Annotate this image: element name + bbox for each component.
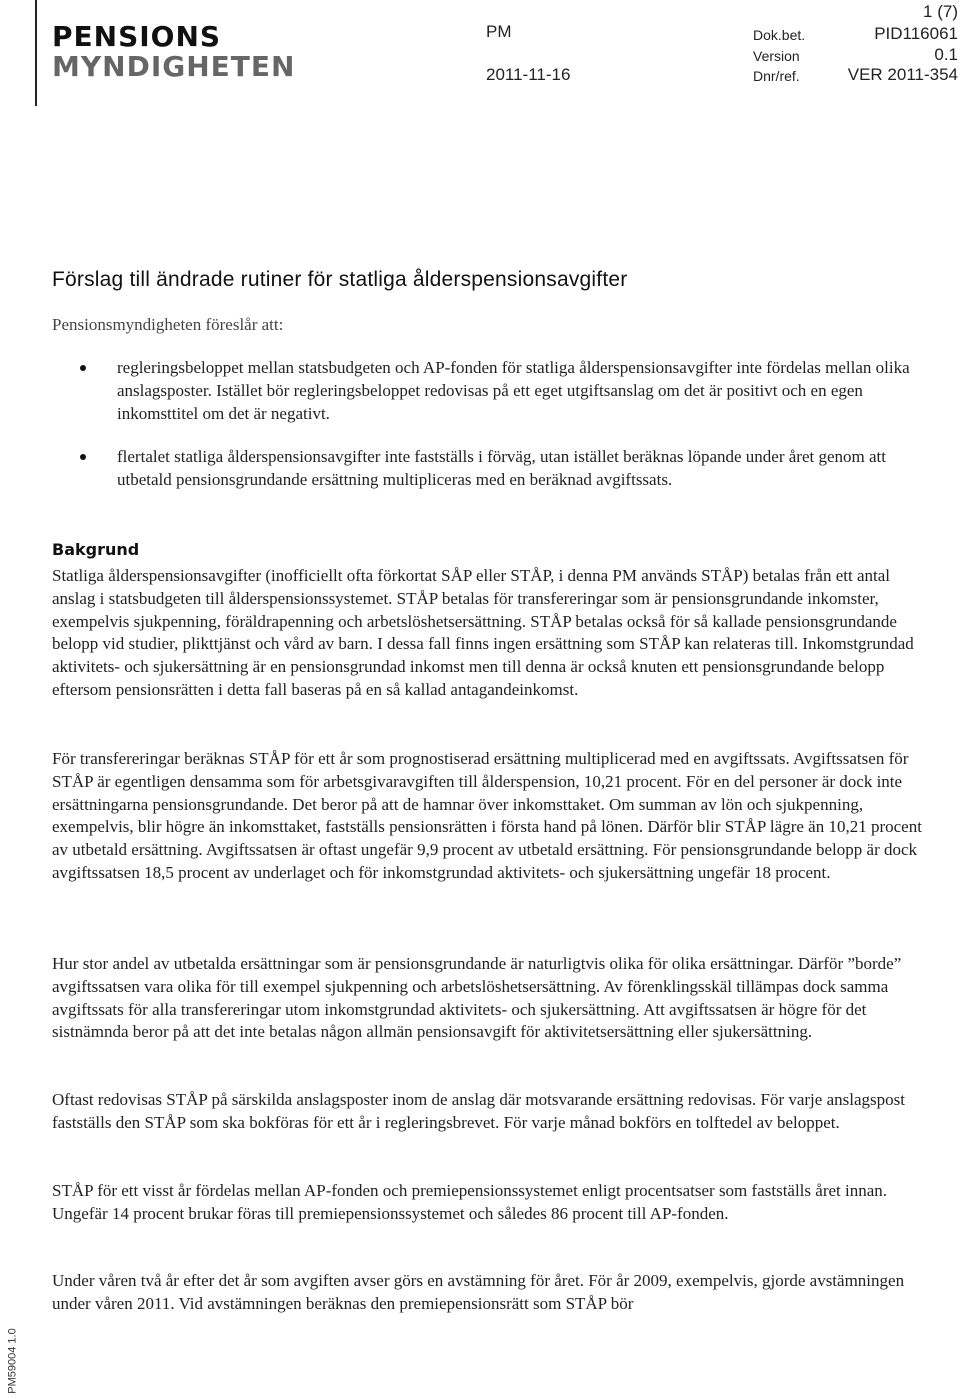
paragraph: För transfereringar beräknas STÅP för ett år som prognostiserad ersättning multiplicerad med en avgiftssats. Avgiftssatsen för STÅP är egentligen densamma som för arbetsgivaravgiften till ålderspension, 10,21 procent. För en del personer är dock inte ersättningarna pensionsgrundande. Det beror på att de hamnar över inkomsttaket. Om summan av lön och sjukpenning, exempelvis, blir högre än inkomsttaket, fastställs pensionsrätten i första hand på lönen. Därför blir STÅP lägre än 10,21 procent av utbetald ersättning. Avgiftssatsen är oftast ungefär 9,9 procent av utbetald ersättning. För pensionsgrundande belopp är dock avgiftssatsen 18,5 procent av underlaget och för inkomstgrundad aktivitets- och sjukersättning ungefär 18 procent. — [52, 749, 922, 882]
dnr-label: Dnr/ref. — [753, 68, 800, 84]
intro-text: Pensionsmyndigheten föreslår att: — [52, 315, 284, 334]
list-item — [80, 356, 930, 425]
version-value: 0.1 — [934, 45, 958, 64]
bullet-icon — [80, 454, 86, 460]
dokbet-label: Dok.bet. — [753, 27, 806, 43]
page-indicator: 1 (7) — [923, 2, 958, 21]
doc-code: PM — [486, 22, 512, 41]
paragraph: STÅP för ett visst år fördelas mellan AP-fonden och premiepensionssystemet enligt procentsatser som fastställs året innan. Ungefär 14 procent brukar föras till premiepensionssystemet och således 86 procent till AP-fonden. — [52, 1181, 888, 1223]
document-title: Förslag till ändrade rutiner för statliga ålderspensionsavgifter — [52, 268, 628, 291]
bullet-icon — [80, 365, 86, 371]
section-heading: Bakgrund — [52, 540, 140, 559]
paragraph: Hur stor andel av utbetalda ersättningar som är pensionsgrundande är naturligtvis olika för olika ersättningar. Därför ”borde” avgiftssatsen vara olika för till exempel sjukpenning och arbetslöshetsersättning. Av förenklingsskäl tillämpas dock samma avgiftssats för alla transfereringar utom inkomstgrundad aktivitets- och sjukersättning. Att avgiftssatsen är högre för det sistnämnda beror på att det inte betalas någon allmän pensionsavgift för aktivitetsersättning eller sjukersättning. — [52, 954, 902, 1042]
doc-date: 2011-11-16 — [486, 65, 571, 84]
list-item-text: flertalet statliga ålderspensionsavgifter inte fastställs i förväg, utan istället beräknas löpande under året genom att utbetald pensionsgrundande ersättning multipliceras med en beräknad avgiftssats. — [117, 447, 886, 489]
dokbet-value: PID116061 — [874, 24, 958, 43]
list-item-text: regleringsbeloppet mellan statsbudgeten och AP-fonden för statliga ålderspensionsavgifter inte fördelas mellan olika anslagsposter. Istället bör regleringsbeloppet redovisas på ett eget utgiftsanslag om det är positivt och en egen inkomsttitel om det är negativt. — [117, 358, 910, 423]
dnr-value: VER 2011-354 — [847, 65, 958, 84]
list-item — [80, 445, 930, 491]
logo-divider — [35, 0, 37, 106]
paragraph: Under våren två år efter det år som avgiften avser görs en avstämning för året. För år 2009, exempelvis, gjorde avstämningen under våren 2011. Vid avstämningen beräknas den premiepensionsrätt som STÅP bör — [52, 1271, 905, 1313]
logo-line-2: MYNDIGHETEN — [52, 50, 296, 83]
form-code: PM59004 1.0 — [6, 1328, 19, 1394]
paragraph: Oftast redovisas STÅP på särskilda anslagsposter inom de anslag där motsvarande ersättning redovisas. För varje anslagspost fastställs den STÅP som ska bokföras för ett år i regleringsbrevet. För varje månad bokförs en tolftedel av beloppet. — [52, 1090, 905, 1132]
version-label: Version — [753, 48, 800, 64]
agency-logo — [52, 22, 295, 82]
proposal-list — [80, 356, 930, 511]
logo-line-1: PENSIONS — [52, 20, 222, 53]
paragraph: Statliga ålderspensionsavgifter (inofficiellt ofta förkortat SÅP eller STÅP, i denna PM används STÅP) betalas från ett antal anslag i statsbudgeten till ålderspensionssystemet. STÅP betalas för transfereringar som är pensionsgrundande inkomster, exempelvis sjukpenning, föräldrapenning och arbetslöshetsersättning. STÅP betalas också för så kallade pensionsgrundande belopp vid studier, plikttjänst och vård av barn. I dessa fall finns ingen ersättning som STÅP kan relateras till. Inkomstgrundad aktivitets- och sjukersättning är en pensionsgrundad inkomst men till denna är också knuten ett pensionsgrundande belopp eftersom pensionsrätten i detta fall baseras på en så kallad antagandeinkomst. — [52, 566, 914, 699]
